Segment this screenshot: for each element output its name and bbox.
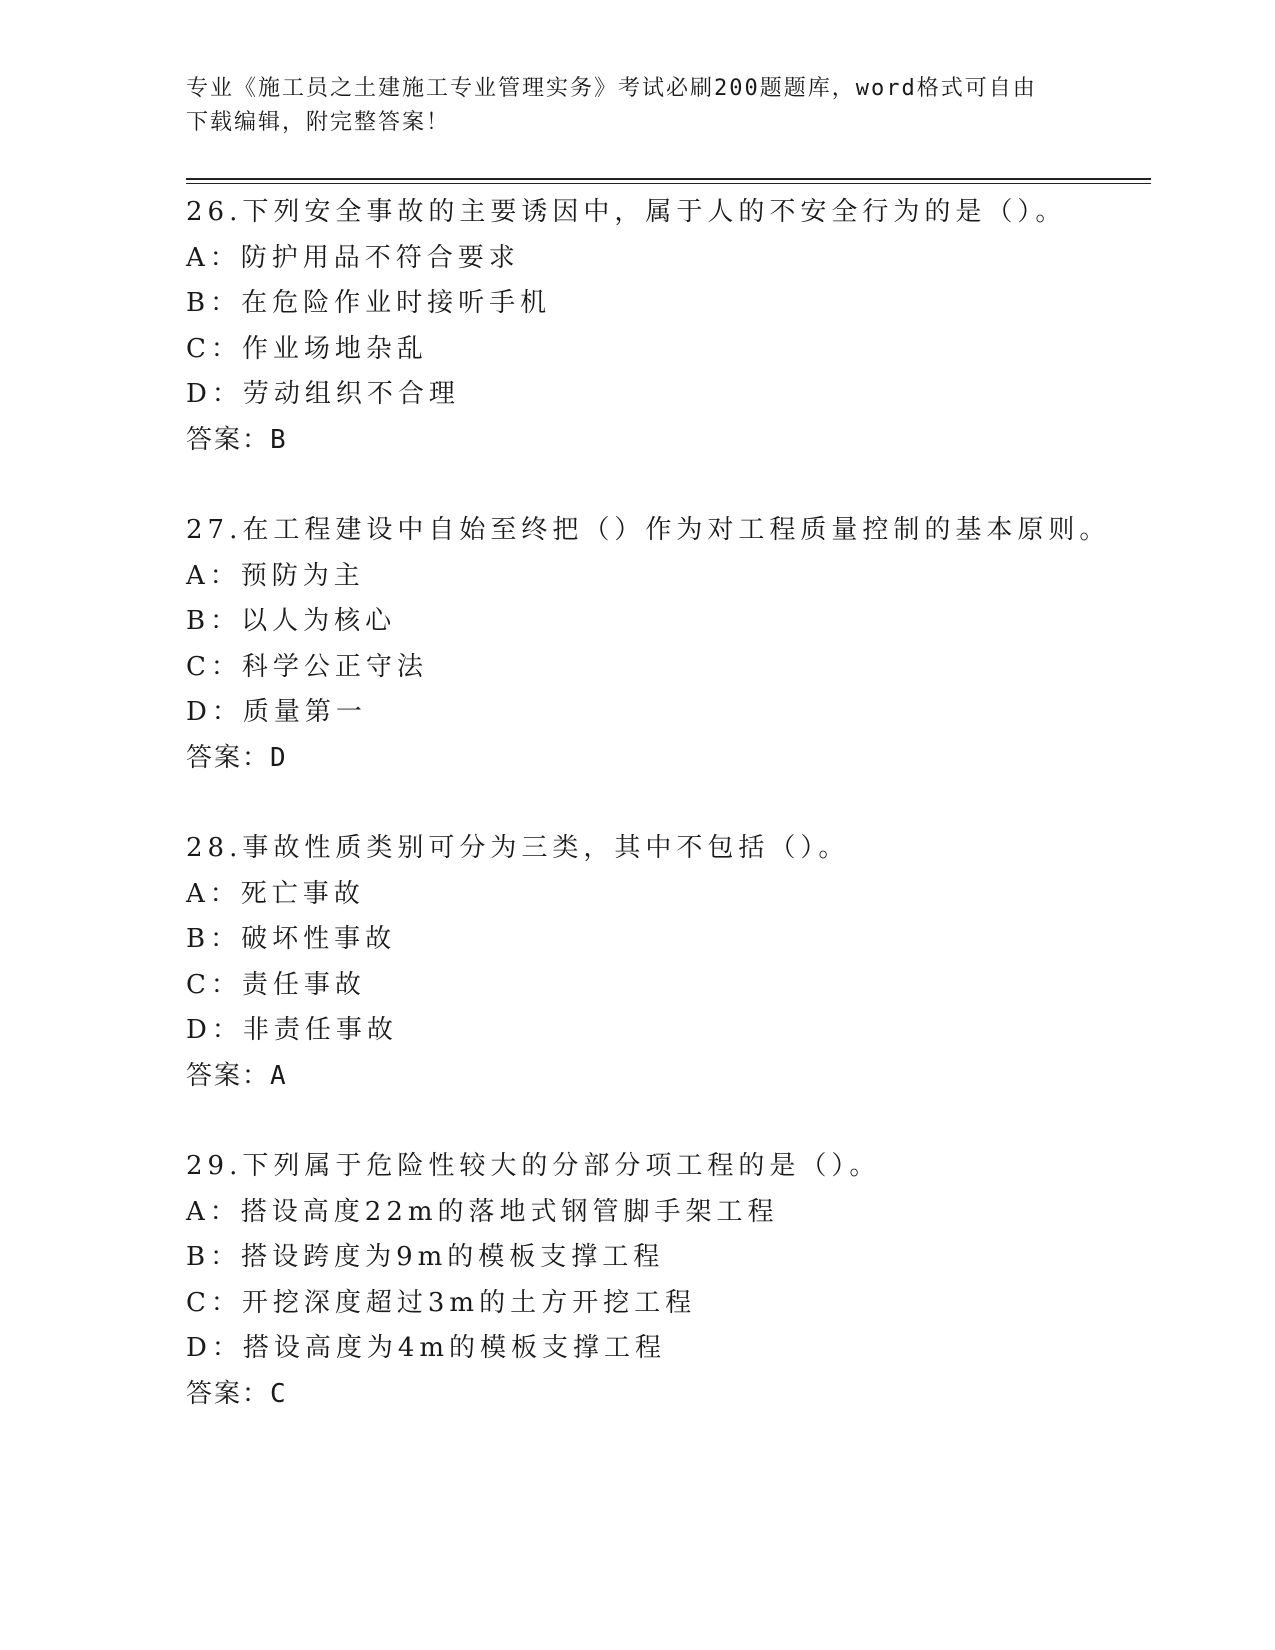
header-divider-thick [186, 178, 1151, 180]
question-stem: 26.下列安全事故的主要诱因中，属于人的不安全行为的是（）。 [186, 197, 1067, 227]
question-list [186, 190, 1146, 1462]
option-a: A：搭设高度22m的落地式钢管脚手架工程 [186, 1196, 779, 1227]
answer-line: 答案：A [186, 1060, 288, 1091]
question-stem: 29.下列属于危险性较大的分部分项工程的是（）。 [186, 1151, 881, 1181]
question-28 [186, 826, 1146, 1099]
header-divider-thin [186, 183, 1151, 184]
option-a: A：死亡事故 [186, 878, 365, 909]
header-line-2: 下载编辑，附完整答案！ [186, 110, 451, 135]
option-c: C：科学公正守法 [186, 651, 428, 682]
question-27 [186, 508, 1146, 781]
option-a: A：预防为主 [186, 560, 365, 591]
option-a: A：防护用品不符合要求 [186, 242, 520, 273]
option-c: C：作业场地杂乱 [186, 333, 428, 364]
answer-line: 答案：C [186, 1378, 288, 1409]
answer-line: 答案：B [186, 424, 288, 455]
option-d: D：搭设高度为4m的模板支撑工程 [186, 1333, 667, 1363]
option-b: B：在危险作业时接听手机 [186, 288, 552, 318]
option-d: D：质量第一 [186, 697, 367, 727]
question-29 [186, 1144, 1146, 1417]
question-stem: 28.事故性质类别可分为三类，其中不包括（）。 [186, 833, 850, 863]
option-b: B：以人为核心 [186, 606, 397, 636]
option-d: D：劳动组织不合理 [186, 379, 460, 409]
page-header [186, 72, 1086, 140]
question-stem: 27.在工程建设中自始至终把（）作为对工程质量控制的基本原则。 [186, 515, 1111, 545]
option-b: B：搭设跨度为9m的模板支撑工程 [186, 1242, 665, 1272]
option-c: C：责任事故 [186, 969, 366, 1000]
header-line-1: 专业《施工员之土建施工专业管理实务》考试必刷200题题库，word格式可自由 [186, 76, 1037, 101]
option-c: C：开挖深度超过3m的土方开挖工程 [186, 1287, 697, 1318]
question-26 [186, 190, 1146, 463]
option-d: D：非责任事故 [186, 1015, 398, 1045]
option-b: B：破坏性事故 [186, 924, 397, 954]
answer-line: 答案：D [186, 742, 288, 773]
